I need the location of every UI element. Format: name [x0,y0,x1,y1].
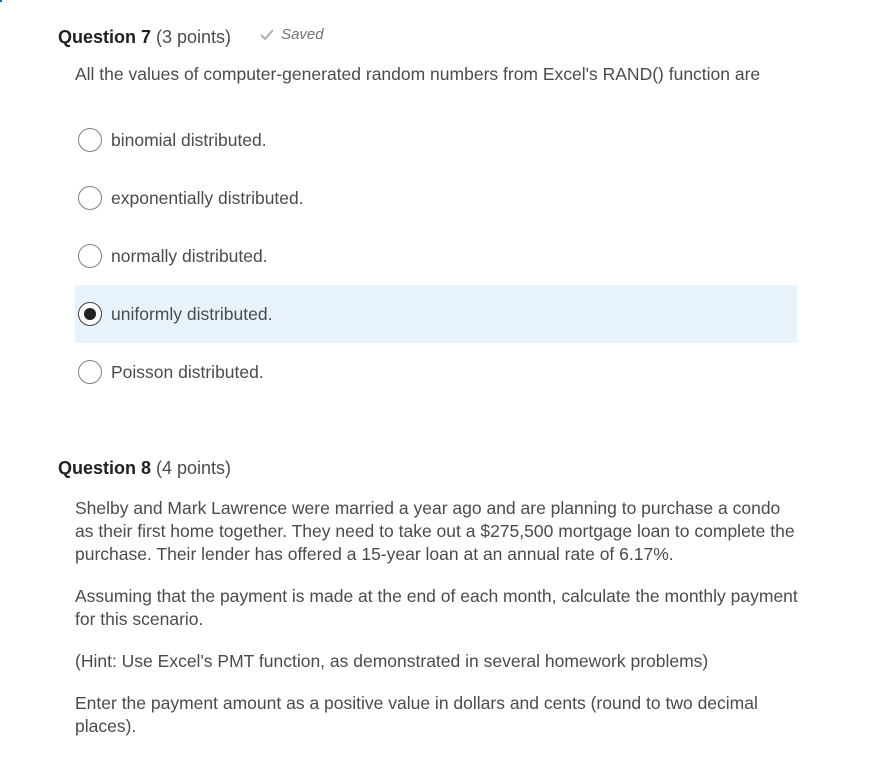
option-uniform[interactable] [75,285,797,343]
option-poisson[interactable] [75,343,797,401]
question-8 [58,458,803,738]
saved-status [259,26,324,43]
option-exponential[interactable] [75,169,797,227]
radio-button[interactable] [78,360,102,384]
radio-button-selected[interactable] [78,302,102,326]
question-paragraph: Assuming that the payment is made at the end of each month, calculate the monthly payment for this scenario. [75,586,798,629]
corner-mark [0,0,2,2]
question-points: (3 points) [156,26,232,47]
radio-selected-dot [84,308,96,320]
question-prompt: All the values of computer-generated random numbers from Excel's RAND() function are [75,64,761,84]
option-label: exponentially distributed. [111,187,304,208]
option-binomial[interactable] [75,111,797,169]
checkmark-icon [259,27,275,43]
question-7-header [58,26,803,50]
radio-button[interactable] [78,128,102,152]
radio-button[interactable] [78,244,102,268]
question-body [75,497,800,738]
option-label: normally distributed. [111,245,268,266]
question-paragraph: Shelby and Mark Lawrence were married a year ago and are planning to purchase a condo as their first home together. They need to take out a $275,500 mortgage loan to complete the purchase. Their lender has offered a 15-year loan at an annual rate of 6.17%. [75,498,795,564]
question-title: Question 8 [58,458,152,478]
answer-options [75,111,797,401]
question-points: (4 points) [156,458,232,478]
question-8-header [58,458,803,482]
saved-label: Saved [281,26,324,43]
option-label: binomial distributed. [111,129,267,150]
question-hint: (Hint: Use Excel's PMT function, as demonstrated in several homework problems) [75,651,709,671]
option-normal[interactable] [75,227,797,285]
option-label: Poisson distributed. [111,361,264,382]
question-instruction: Enter the payment amount as a positive value in dollars and cents (round to two decimal places). [75,693,758,736]
option-label: uniformly distributed. [111,303,273,324]
question-7 [58,26,803,401]
question-title: Question 7 [58,26,152,47]
radio-button[interactable] [78,186,102,210]
